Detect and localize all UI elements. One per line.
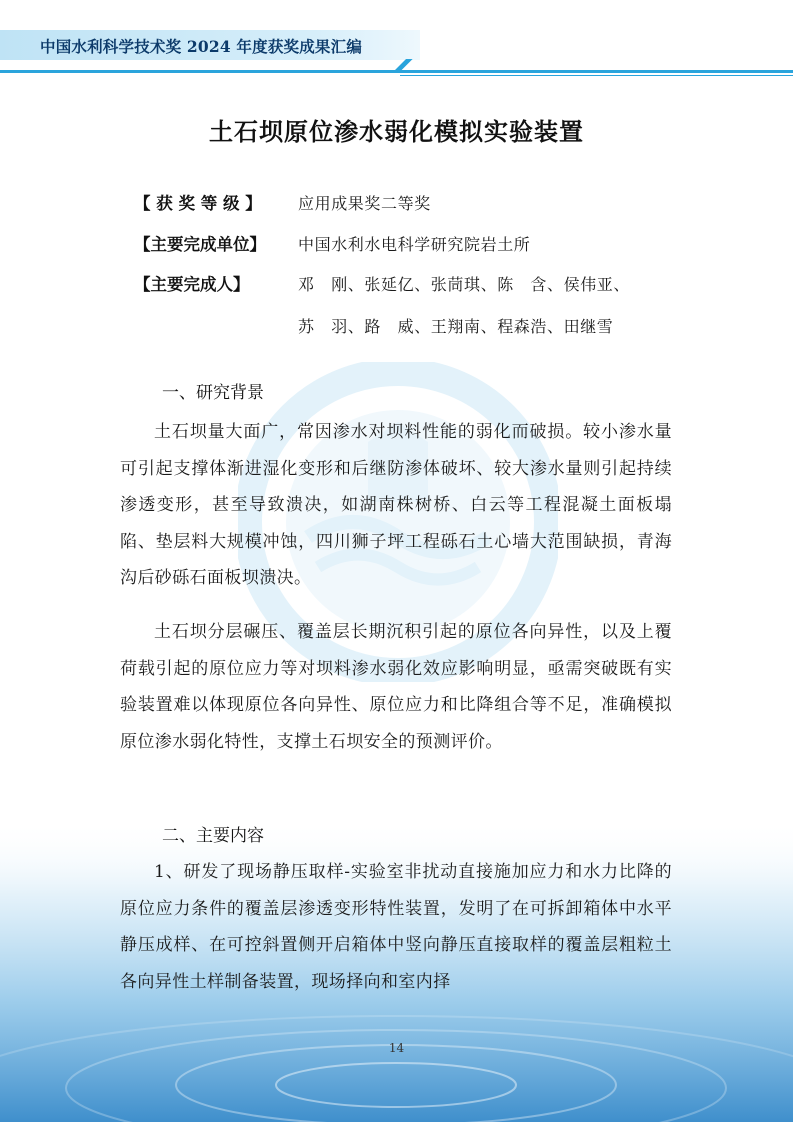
section-heading-content: 二、主要内容 [162,826,264,846]
award-level-label: 【 获 奖 等 级 】 [134,194,262,213]
main-people-line2: 苏 羽、路 威、王翔南、程森浩、田继雪 [298,317,614,336]
page-number: 14 [388,1041,405,1055]
content-paragraph-1: 1、研发了现场静压取样-实验室非扰动直接施加应力和水力比降的原位应力条件的覆盖层渗透变形特性装置，发明了在可拆卸箱体中水平静压成样、在可控斜置侧开启箱体中竖向静压直接取样的覆盖层粗粒土各向异性土样制备装置，现场择向和室内择 [120,862,672,992]
header-title: 中国水利科学技术奖 2024 年度获奖成果汇编 [40,37,363,56]
award-level-value: 应用成果奖二等奖 [298,194,431,213]
main-people-label: 【主要完成人】 [134,275,250,294]
main-people-line1: 邓 刚、张延亿、张茼琪、陈 含、侯伟亚、 [298,275,631,294]
header-rule-thin [400,75,793,76]
background-paragraph-2: 土石坝分层碾压、覆盖层长期沉积引起的原位各向异性，以及上覆荷载引起的原位应力等对坝料渗水弱化效应影响明显，亟需突破既有实验装置难以体现原位各向异性、原位应力和比降组合等不足，准确模拟原位渗水弱化特性，支撑土石坝安全的预测评价。 [120,622,672,752]
background-paragraph-1: 土石坝量大面广，常因渗水对坝料性能的弱化而破损。较小渗水量可引起支撑体渐进湿化变形和后继防渗体破坏、较大渗水量则引起持续渗透变形，甚至导致溃决，如湖南株树桥、白云等工程混凝土面板塌陷、垫层料大规模冲蚀，四川狮子坪工程砾石土心墙大范围缺损，青海沟后砂砾石面板坝溃决。 [120,422,672,589]
main-unit-label: 【主要完成单位】 [134,235,266,254]
main-unit-value: 中国水利水电科学研究院岩土所 [298,235,531,254]
section-heading-background: 一、研究背景 [162,383,264,403]
header-notch [386,59,416,73]
document-title: 土石坝原位渗水弱化模拟实验装置 [209,118,584,146]
